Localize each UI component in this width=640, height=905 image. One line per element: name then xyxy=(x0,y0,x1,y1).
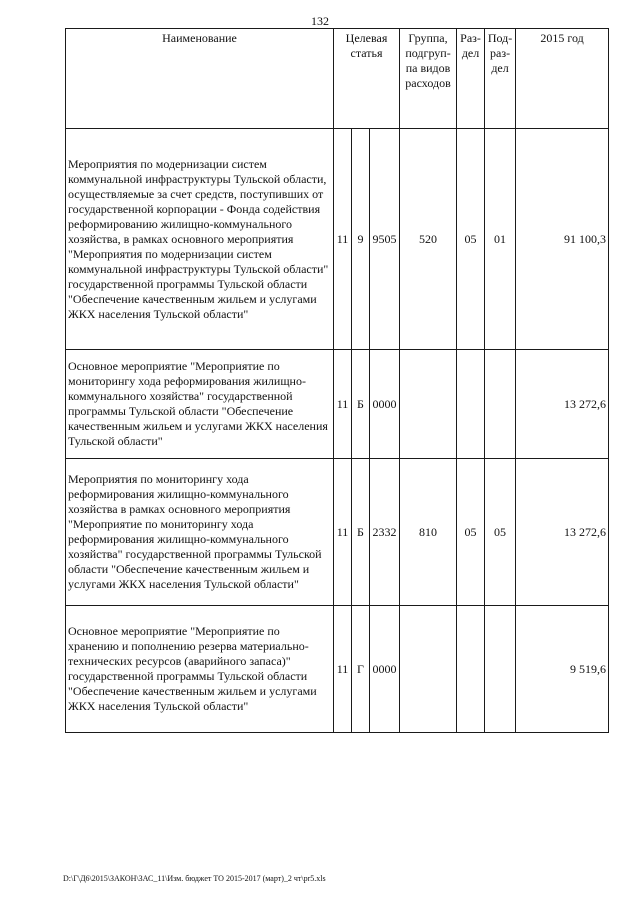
expense-group xyxy=(400,606,457,733)
target-item-subprogram: 9 xyxy=(352,129,370,350)
table-row xyxy=(66,606,609,733)
row-name: Мероприятия по мониторингу хода реформирования жилищно-коммунального хозяйства в рамках основного мероприятия "Мероприятие по мониторингу хода реформирования жилищно-коммунального хозяйства" государственной программы Тульской области "Обеспечение качественным жильем и услугами ЖКХ населения Тульской области" xyxy=(66,459,334,606)
amount-2015: 91 100,3 xyxy=(516,129,609,350)
table-header-row xyxy=(66,29,609,129)
expense-group xyxy=(400,350,457,459)
target-item-program: 11 xyxy=(334,350,352,459)
target-item-subprogram: Г xyxy=(352,606,370,733)
amount-2015: 9 519,6 xyxy=(516,606,609,733)
table-row xyxy=(66,129,609,350)
target-item-direction: 2332 xyxy=(370,459,400,606)
subsection xyxy=(485,350,516,459)
subsection: 01 xyxy=(485,129,516,350)
header-expense-group: Группа, подгруп-па видов расходов xyxy=(400,29,457,129)
expense-group: 520 xyxy=(400,129,457,350)
section: 05 xyxy=(457,129,485,350)
row-name: Основное мероприятие "Мероприятие по мониторингу хода реформирования жилищно-коммунального хозяйства" государственной программы Тульской области "Обеспечение качественным жильем и услугами ЖКХ населения Тульской области" xyxy=(66,350,334,459)
row-name: Мероприятия по модернизации систем коммунальной инфраструктуры Тульской области, осуществляемые за счет средств, поступивших от государственной корпорации - Фонда содействия реформированию жилищно-коммунального хозяйства, в рамках основного мероприятия "Мероприятия по модернизации систем коммунальной инфраструктуры Тульской области" государственной программы Тульской области "Обеспечение качественным жильем и услугами ЖКХ населения Тульской области" xyxy=(66,129,334,350)
file-path-footer: D:\Г\Д6\2015\ЗАКОН\ЗАС_11\Изм. бюджет ТО 2015-2017 (март)_2 чт\pr5.xls xyxy=(63,874,326,883)
table-row xyxy=(66,459,609,606)
section xyxy=(457,350,485,459)
target-item-subprogram: Б xyxy=(352,459,370,606)
page-number: 132 xyxy=(311,14,329,28)
target-item-direction: 0000 xyxy=(370,350,400,459)
header-year-2015: 2015 год xyxy=(516,29,609,129)
subsection xyxy=(485,606,516,733)
table-row xyxy=(66,350,609,459)
row-name: Основное мероприятие "Мероприятие по хранению и пополнению резерва материально-технических ресурсов (аварийного запаса)" государственной программы Тульской области "Обеспечение качественным жильем и услугами ЖКХ населения Тульской области" xyxy=(66,606,334,733)
section xyxy=(457,606,485,733)
header-section: Раз-дел xyxy=(457,29,485,129)
amount-2015: 13 272,6 xyxy=(516,350,609,459)
section: 05 xyxy=(457,459,485,606)
target-item-program: 11 xyxy=(334,606,352,733)
target-item-program: 11 xyxy=(334,129,352,350)
header-name: Наименование xyxy=(66,29,334,129)
expense-group: 810 xyxy=(400,459,457,606)
target-item-subprogram: Б xyxy=(352,350,370,459)
header-target-item: Целевая статья xyxy=(334,29,400,129)
header-subsection: Под-раз-дел xyxy=(485,29,516,129)
subsection: 05 xyxy=(485,459,516,606)
target-item-direction: 0000 xyxy=(370,606,400,733)
target-item-program: 11 xyxy=(334,459,352,606)
target-item-direction: 9505 xyxy=(370,129,400,350)
amount-2015: 13 272,6 xyxy=(516,459,609,606)
budget-table xyxy=(65,28,609,733)
